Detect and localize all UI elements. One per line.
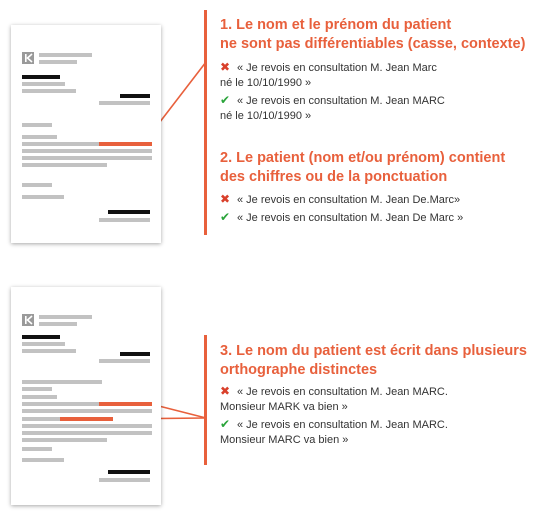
doc-line	[22, 82, 65, 86]
doc-line	[22, 402, 99, 406]
doc-line	[108, 470, 150, 474]
doc-line	[22, 349, 76, 353]
section-1-title	[220, 16, 525, 54]
doc-line	[22, 335, 60, 339]
doc-line	[22, 447, 52, 451]
section-2-good-example	[220, 210, 463, 226]
doc-line	[22, 387, 52, 391]
doc-line	[22, 195, 64, 199]
logo-icon	[22, 52, 34, 64]
section-3-title-line2: orthographe distinctes	[220, 362, 378, 378]
example-text: « Je revois en consultation M. Jean MARC.	[237, 386, 448, 398]
example-text: « Je revois en consultation M. Jean De Marc »	[237, 212, 464, 224]
accent-bar-2	[204, 335, 207, 465]
section-2-title-line1: 2. Le patient (nom et/ou prénom) contient	[220, 150, 506, 166]
section-3-good-example	[220, 417, 448, 448]
example-text: Monsieur MARC va bien »	[220, 434, 349, 446]
doc-line	[39, 60, 77, 64]
doc-line	[99, 101, 150, 105]
highlighted-name-variant	[60, 417, 113, 421]
section-1-title-line1: 1. Le nom et le prénom du patient	[220, 17, 452, 33]
doc-line	[99, 478, 150, 482]
document-thumbnail-1	[11, 25, 161, 243]
doc-line	[108, 210, 150, 214]
doc-line	[120, 94, 150, 98]
doc-line	[22, 89, 76, 93]
highlighted-name	[99, 402, 152, 406]
example-text: « Je revois en consultation M. Jean MARC	[237, 95, 445, 107]
section-1-good-example	[220, 93, 445, 124]
doc-line	[22, 417, 60, 421]
highlighted-name	[99, 142, 152, 146]
example-text: né le 10/10/1990 »	[220, 77, 312, 89]
doc-line	[39, 322, 77, 326]
doc-line	[39, 53, 92, 57]
doc-line	[22, 342, 65, 346]
section-3-title-line1: 3. Le nom du patient est écrit dans plusieurs	[220, 343, 527, 359]
example-text: « Je revois en consultation M. Jean De.Marc»	[237, 194, 461, 206]
doc-line	[99, 218, 150, 222]
doc-line	[22, 438, 107, 442]
check-icon: ✔	[220, 417, 231, 431]
example-text: né le 10/10/1990 »	[220, 110, 312, 122]
section-1-bad-example	[220, 60, 437, 91]
example-text: « Je revois en consultation M. Jean Marc	[237, 62, 437, 74]
section-3-bad-example	[220, 384, 448, 415]
example-text: Monsieur MARK va bien »	[220, 401, 348, 413]
accent-bar-1	[204, 10, 207, 235]
doc-line	[22, 156, 152, 160]
cross-icon: ✖	[220, 384, 231, 398]
doc-line	[120, 352, 150, 356]
document-thumbnail-2	[11, 287, 161, 505]
section-1-title-line2: ne sont pas différentiables (casse, contexte)	[220, 36, 526, 52]
section-2-title-line2: des chiffres ou de la ponctuation	[220, 169, 448, 185]
section-2-bad-example	[220, 192, 460, 208]
doc-line	[22, 424, 152, 428]
cross-icon: ✖	[220, 192, 231, 206]
doc-line	[39, 315, 92, 319]
doc-line	[22, 431, 152, 435]
doc-line	[22, 458, 64, 462]
doc-line	[22, 183, 52, 187]
example-text: « Je revois en consultation M. Jean MARC.	[237, 419, 448, 431]
doc-line	[22, 123, 52, 127]
doc-line	[22, 149, 152, 153]
check-icon: ✔	[220, 210, 231, 224]
cross-icon: ✖	[220, 60, 231, 74]
doc-line	[22, 135, 57, 139]
doc-line	[22, 380, 102, 384]
doc-line	[22, 75, 60, 79]
doc-line	[22, 142, 99, 146]
check-icon: ✔	[220, 93, 231, 107]
doc-line	[22, 395, 57, 399]
section-2-title	[220, 149, 505, 187]
doc-line	[99, 359, 150, 363]
logo-icon	[22, 314, 34, 326]
doc-line	[22, 163, 107, 167]
doc-line	[22, 409, 152, 413]
section-3-title	[220, 342, 527, 380]
